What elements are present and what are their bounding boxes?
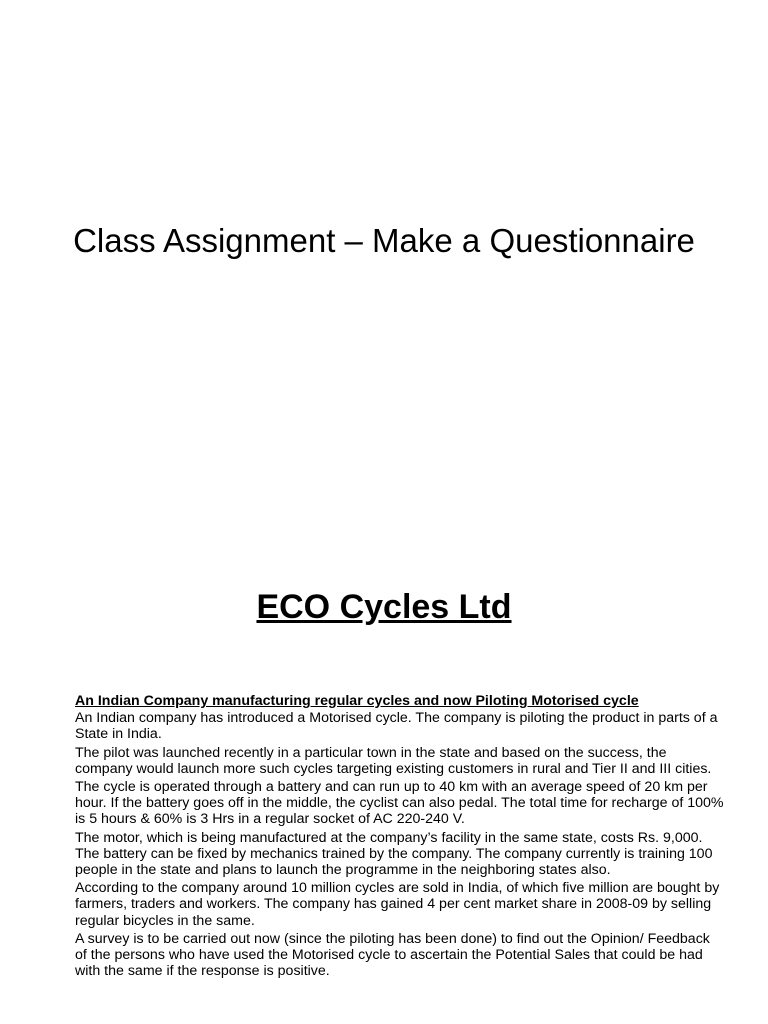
paragraph-battery: The cycle is operated through a battery and can run up to 40 km with an average speed of 20 km per hour. If the battery goes off in the middle, the cyclist can also pedal. The total time for recharge of 100% is 5 hours & 60% is 3 Hrs in a regular socket of AC 220-240 V.: [75, 779, 724, 828]
slide-2: [0, 576, 768, 1024]
slide-2-content: [75, 693, 725, 981]
paragraph-survey: A survey is to be carried out now (since the piloting has been done) to find out the Opinion/ Feedback of the persons who have used the Motorised cycle to ascertain the Potential Sales that could be had with the same if the response is positive.: [75, 930, 710, 980]
slide-2-title: ECO Cycles Ltd: [256, 588, 512, 626]
slide-1-title: Class Assignment – Make a Questionnaire: [73, 222, 695, 259]
subheading: An Indian Company manufacturing regular cycles and now Piloting Motorised cycle: [75, 693, 639, 709]
paragraph-motor: The motor, which is being manufactured at the company’s facility in the same state, costs Rs. 9,000. The battery can be fixed by mechanics trained by the company. The company currently is training 100 people in the state and plans to launch the programme in the neighboring states also.: [75, 829, 713, 879]
paragraph-market: According to the company around 10 million cycles are sold in India, of which five million are bought by farmers, traders and workers. The company has gained 4 per cent market share in 2008-09 by selling regular bicycles in the same.: [75, 880, 720, 929]
paragraph-pilot: The pilot was launched recently in a particular town in the state and based on the success, the company would launch more such cycles targeting existing customers in rural and Tier II and III cities.: [75, 744, 712, 777]
paragraph-intro: An Indian company has introduced a Motorised cycle. The company is piloting the product in parts of a State in India.: [75, 710, 718, 743]
